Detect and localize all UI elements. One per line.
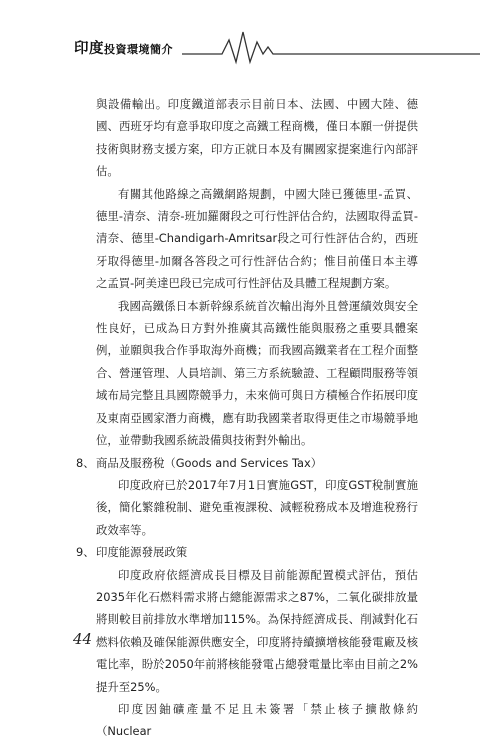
- section-heading-text: 印度能源發展政策: [96, 545, 188, 560]
- paragraph-energy: 印度政府依經濟成長目標及目前能源配置模式評估，預估2035年化石燃料需求將占總能源需求之87%，二氧化碳排放量將則較目前排放水準增加115%。為保持經濟成長、削減對化石燃料依賴及確保能源供應安全，印度將持續擴增核能發電廠及核電比率，盼於2050年前將核能發電占總發電量比率由目前之2%提升至25%。: [96, 567, 418, 694]
- page-number: 44: [73, 630, 93, 648]
- header-title: [74, 37, 173, 58]
- header-title-main: 印度: [74, 41, 104, 57]
- section-heading-gst: [76, 452, 418, 474]
- paragraph-taiwan-hsr: 我國高鐵係日本新幹線系統首次輸出海外且營運績效與安全性良好，已成為日方對外推廣其高鐵性能與服務之重要具體案例，並願與我合作爭取海外商機；而我國高鐵業者在工程介面整合、營運管理、人員培訓、第三方系統驗證、工程顧問服務等領域布局完整且具國際競爭力，未來倘可與日方積極合作拓展印度及東南亞國家潛力商機，應有助我國業者取得更佳之市場競爭地位，並帶動我國系統設備與技術對外輸出。: [96, 298, 418, 448]
- paragraph-continuation: 與設備輸出。印度鐵道部表示目前日本、法國、中國大陸、德國、西班牙均有意爭取印度之高鐵工程商機，僅日本願一併提供技術與財務支援方案，印方正就日本及有關國家提案進行內部評估。: [96, 97, 418, 179]
- section-heading-text: 商品及服務稅（Goods and Services Tax）: [96, 455, 323, 470]
- section-number: 8、: [76, 455, 95, 470]
- paragraph-gst: 印度政府已於2017年7月1日實施GST，印度GST稅制實施後，簡化繁雜稅制、避免重複課稅、減輕稅務成本及增進稅務行政效率等。: [96, 477, 418, 537]
- header-title-sub: 投資環境簡介: [104, 43, 173, 56]
- paragraph-hsr-routes: 有關其他路線之高鐵網路規劃，中國大陸已獲德里-孟買、德里-清奈、清奈-班加羅爾段之可行性評估合約，法國取得孟買-清奈、德里-Chandigarh-Amritsar段之可行性評估合約，西班牙取得德里-加爾各答段之可行性評估合約；惟目前僅日本主導之孟買-阿美達巴段已完成可行性評估及具體工程規劃方案。: [96, 186, 418, 291]
- paragraph-uranium: 印度因鈾礦產量不足且未簽署「禁止核子擴散條約（Nuclear: [96, 701, 418, 739]
- section-number: 9、: [76, 545, 95, 560]
- page-header: [0, 0, 480, 70]
- heartbeat-line-decoration: [0, 0, 480, 70]
- section-heading-energy: [76, 541, 418, 563]
